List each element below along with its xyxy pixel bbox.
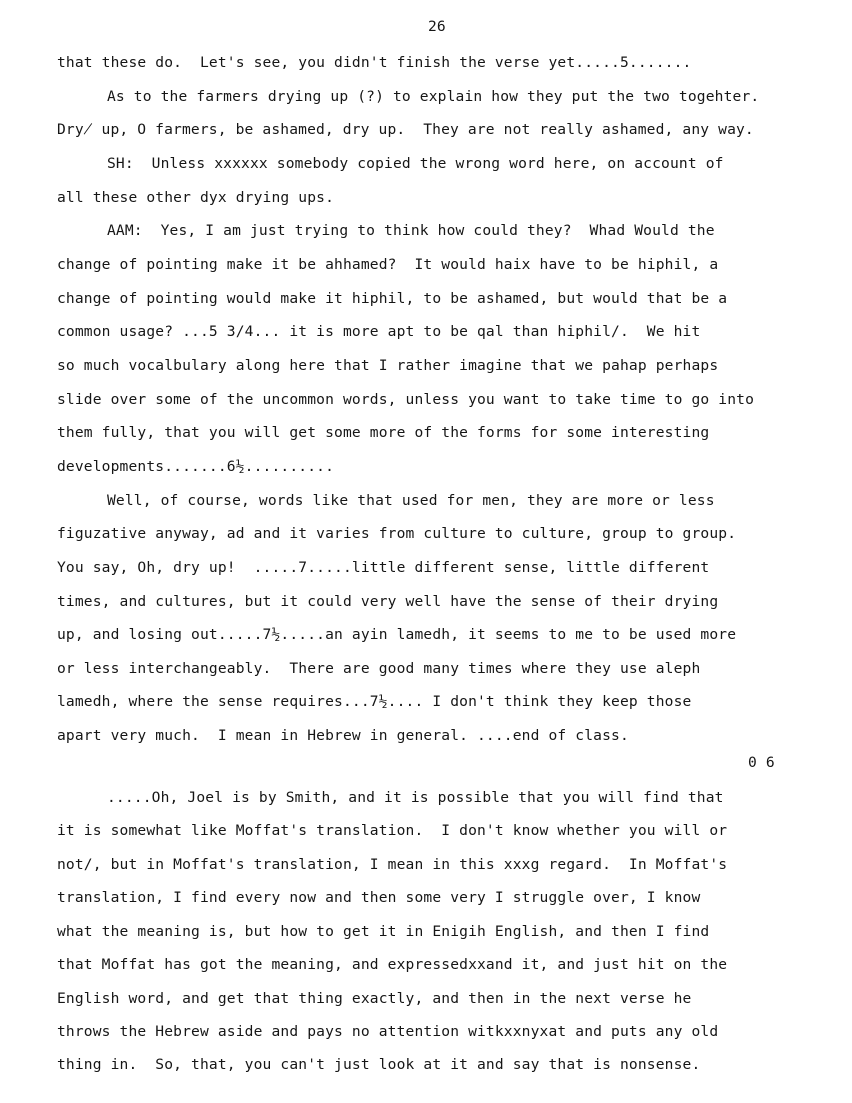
text-line-18: up, and losing out.....7½.....an ayin lamedh, it seems to me to be used more bbox=[57, 626, 737, 643]
text-line-2: As to the farmers drying up (?) to explain how they put the two togehter. bbox=[107, 88, 760, 105]
text-line-5: all these other dyx drying ups. bbox=[57, 189, 335, 206]
text-line-11: slide over some of the uncommon words, unless you want to take time to go into bbox=[57, 391, 755, 408]
text-line-23: it is somewhat like Moffat's translation. I don't know whether you will or bbox=[57, 822, 728, 839]
text-line-19: or less interchangeably. There are good many times where they use aleph bbox=[57, 660, 701, 677]
page-number: 26 bbox=[428, 18, 446, 35]
text-line-8: change of pointing would make it hiphil, to be ashamed, but would that be a bbox=[57, 290, 728, 307]
text-line-22: .....Oh, Joel is by Smith, and it is possible that you will find that bbox=[107, 789, 724, 806]
text-line-14: Well, of course, words like that used for men, they are more or less bbox=[107, 492, 715, 509]
text-line-24: not/, but in Moffat's translation, I mean in this xxxg regard. In Moffat's bbox=[57, 856, 728, 873]
text-line-16: You say, Oh, dry up! .....7.....little different sense, little different bbox=[57, 559, 710, 576]
text-line-13: developments.......6½.......... bbox=[57, 458, 335, 475]
text-line-27: that Moffat has got the meaning, and expressedxxand it, and just hit on the bbox=[57, 956, 728, 973]
text-line-28: English word, and get that thing exactly, and then in the next verse he bbox=[57, 990, 692, 1007]
text-line-26: what the meaning is, but how to get it in Enigih English, and then I find bbox=[57, 923, 710, 940]
text-line-12: them fully, that you will get some more of the forms for some interesting bbox=[57, 424, 710, 441]
text-line-3: Dry̸ up, O farmers, be ashamed, dry up. They are not really ashamed, any way. bbox=[57, 121, 754, 138]
text-line-4: SH: Unless xxxxxx somebody copied the wrong word here, on account of bbox=[107, 155, 724, 172]
text-line-15: figuzative anyway, ad and it varies from culture to culture, group to group. bbox=[57, 525, 737, 542]
text-line-6: AAM: Yes, I am just trying to think how could they? Whad Would the bbox=[107, 222, 715, 239]
text-line-20: lamedh, where the sense requires...7½.... I don't think they keep those bbox=[57, 693, 692, 710]
text-line-21: apart very much. I mean in Hebrew in general. ....end of class. bbox=[57, 727, 629, 744]
text-line-29: throws the Hebrew aside and pays no attention witkxxnyxat and puts any old bbox=[57, 1023, 719, 1040]
text-line-7: change of pointing make it be ahhamed? It would haix have to be hiphil, a bbox=[57, 256, 719, 273]
text-line-1: that these do. Let's see, you didn't finish the verse yet.....5....... bbox=[57, 54, 692, 71]
text-line-17: times, and cultures, but it could very well have the sense of their drying bbox=[57, 593, 719, 610]
section-code: 0 6 bbox=[748, 754, 775, 771]
text-line-9: common usage? ...5 3/4... it is more apt to be qal than hiphil/. We hit bbox=[57, 323, 701, 340]
text-line-10: so much vocalbulary along here that I rather imagine that we pahap perhaps bbox=[57, 357, 719, 374]
text-line-25: translation, I find every now and then some very I struggle over, I know bbox=[57, 889, 701, 906]
text-line-30: thing in. So, that, you can't just look at it and say that is nonsense. bbox=[57, 1056, 701, 1073]
